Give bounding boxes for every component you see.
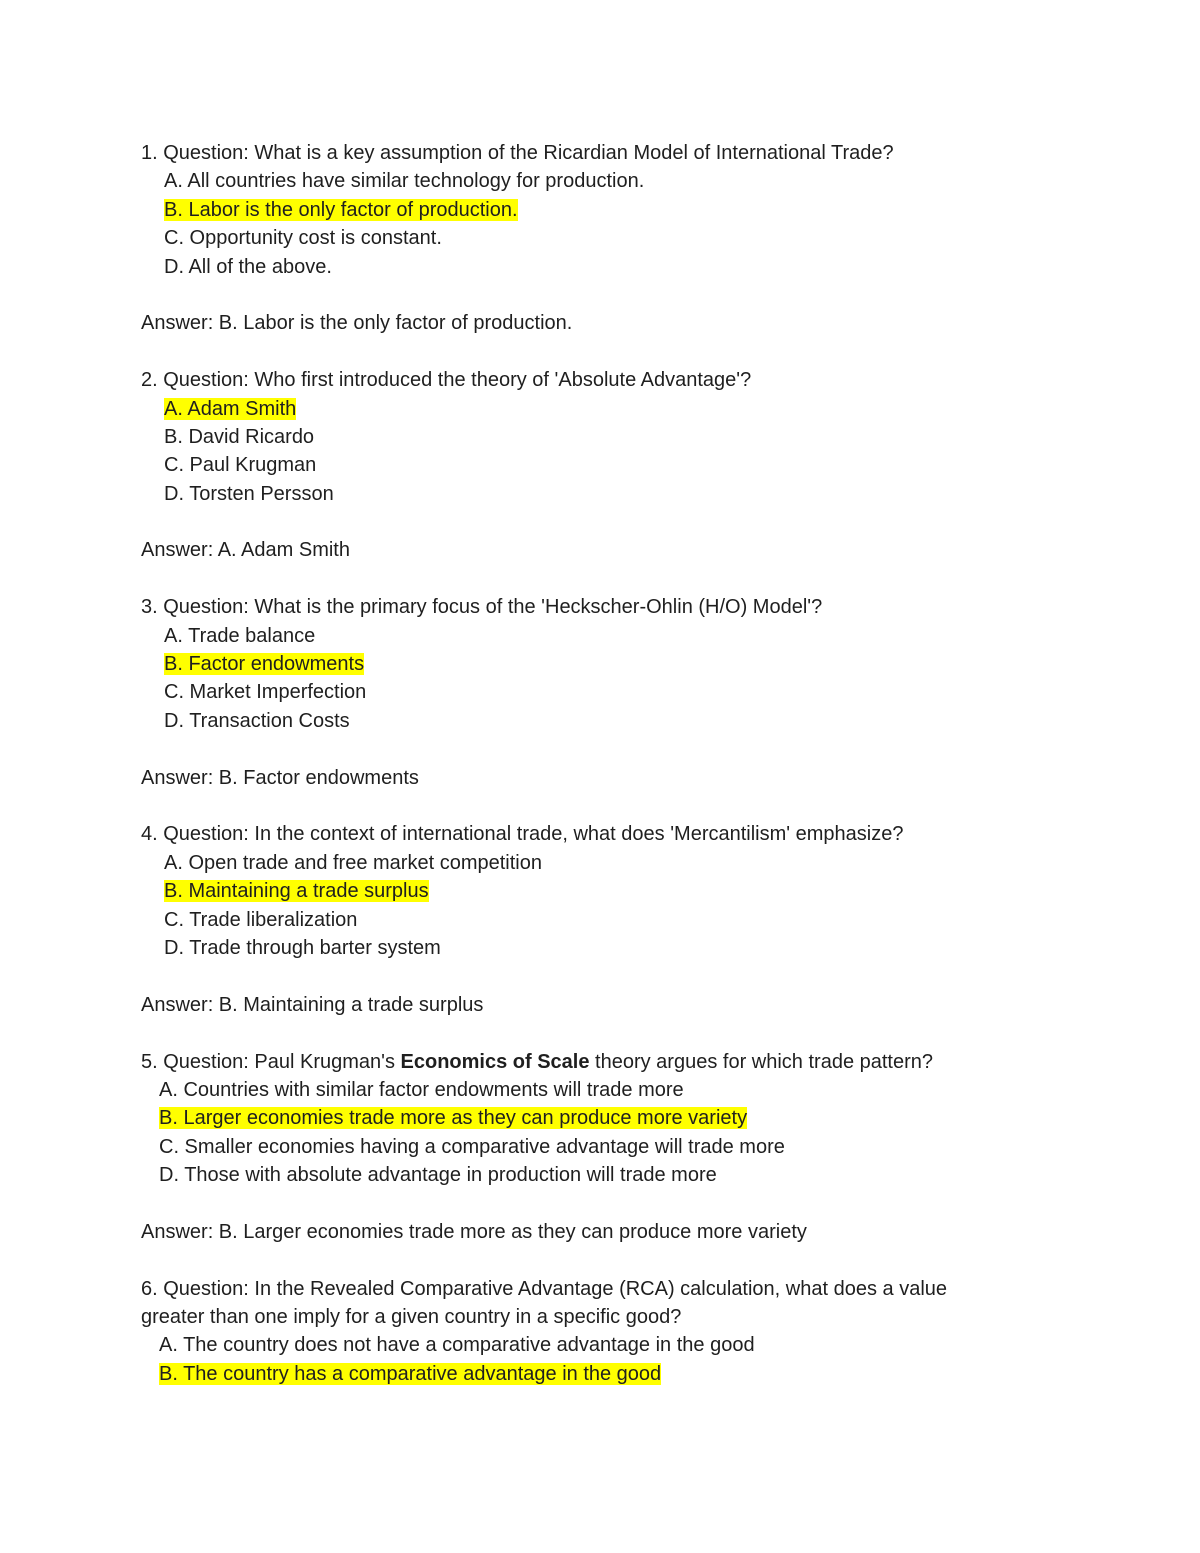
question-2-option-a <box>141 395 1061 423</box>
question-5-answer: Answer: B. Larger economies trade more as they can produce more variety <box>141 1220 807 1243</box>
spacer <box>141 962 1061 990</box>
spacer <box>141 281 1061 309</box>
option-text: D. Those with absolute advantage in production will trade more <box>159 1164 717 1187</box>
option-text: D. Torsten Persson <box>164 482 334 505</box>
question-1: 1. Question: What is a key assumption of the Ricardian Model of International Trade? <box>141 142 894 164</box>
question-4-answer: Answer: B. Maintaining a trade surplus <box>141 993 484 1016</box>
highlighted-option-text: B. Larger economies trade more as they can produce more variety <box>159 1107 748 1130</box>
spacer <box>141 792 1061 820</box>
question-5-option-d <box>141 1161 1061 1189</box>
question-2-option-d <box>141 480 1061 508</box>
question-2-option-c <box>141 451 1061 479</box>
question-4-option-a <box>141 849 1061 877</box>
highlighted-option-text: B. Maintaining a trade surplus <box>164 880 429 903</box>
question-5-suffix: theory argues for which trade pattern? <box>589 1050 934 1073</box>
spacer <box>141 1189 1061 1217</box>
option-text: A. The country does not have a comparative advantage in the good <box>159 1334 755 1357</box>
question-5-option-a <box>141 1076 1061 1104</box>
question-5-option-b <box>141 1104 1061 1132</box>
option-text: A. Trade balance <box>164 624 316 647</box>
option-text: C. Trade liberalization <box>164 908 358 931</box>
question-5-option-c <box>141 1133 1061 1161</box>
option-text: D. Transaction Costs <box>164 709 350 732</box>
question-1-answer: Answer: B. Labor is the only factor of production. <box>141 312 573 335</box>
spacer <box>141 508 1061 536</box>
question-2-option-b <box>141 423 1061 451</box>
spacer <box>141 565 1061 593</box>
document-page <box>141 139 1061 1388</box>
question-1-option-b <box>141 196 1061 224</box>
option-text: C. Smaller economies having a comparative advantage will trade more <box>159 1135 785 1158</box>
highlighted-option-text: A. Adam Smith <box>164 397 297 420</box>
option-text: A. Open trade and free market competition <box>164 851 542 874</box>
question-3-option-b <box>141 650 1061 678</box>
question-5-prefix: 5. Question: Paul Krugman's <box>141 1050 401 1073</box>
option-text: C. Paul Krugman <box>164 454 317 477</box>
option-text: D. Trade through barter system <box>164 936 441 959</box>
option-text: B. David Ricardo <box>164 425 315 448</box>
option-text: A. All countries have similar technology for production. <box>164 170 645 193</box>
question-1-option-d <box>141 253 1061 281</box>
question-3-option-a <box>141 622 1061 650</box>
question-4-option-c <box>141 906 1061 934</box>
option-text: A. Countries with similar factor endowments will trade more <box>159 1078 684 1101</box>
highlighted-option-text: B. The country has a comparative advantage in the good <box>159 1362 662 1385</box>
highlighted-option-text: B. Factor endowments <box>164 653 365 676</box>
question-5-bold-term: Economics of Scale <box>400 1050 590 1073</box>
question-3: 3. Question: What is the primary focus of the 'Heckscher-Ohlin (H/O) Model'? <box>141 596 823 619</box>
option-text: C. Opportunity cost is constant. <box>164 227 442 250</box>
question-4-option-b <box>141 877 1061 905</box>
question-1-option-c <box>141 224 1061 252</box>
question-3-option-c <box>141 678 1061 706</box>
question-3-option-d <box>141 707 1061 735</box>
spacer <box>141 1246 1061 1274</box>
question-6-option-a <box>141 1331 1061 1359</box>
highlighted-option-text: B. Labor is the only factor of production. <box>164 198 518 221</box>
question-1-option-a <box>141 167 1061 195</box>
spacer <box>141 735 1061 763</box>
question-4-option-d <box>141 934 1061 962</box>
question-2-answer: Answer: A. Adam Smith <box>141 539 350 562</box>
question-5 <box>141 1048 1061 1076</box>
option-text: C. Market Imperfection <box>164 681 367 704</box>
question-6-option-b <box>141 1360 1061 1388</box>
question-6-line-1: 6. Question: In the Revealed Comparative Advantage (RCA) calculation, what does a value <box>141 1277 948 1300</box>
spacer <box>141 338 1061 366</box>
question-2: 2. Question: Who first introduced the theory of 'Absolute Advantage'? <box>141 369 752 392</box>
spacer <box>141 1019 1061 1047</box>
option-text: D. All of the above. <box>164 255 332 278</box>
question-4: 4. Question: In the context of international trade, what does 'Mercantilism' emphasize? <box>141 823 904 846</box>
question-3-answer: Answer: B. Factor endowments <box>141 766 419 789</box>
question-6-line-2: greater than one imply for a given country in a specific good? <box>141 1306 682 1329</box>
